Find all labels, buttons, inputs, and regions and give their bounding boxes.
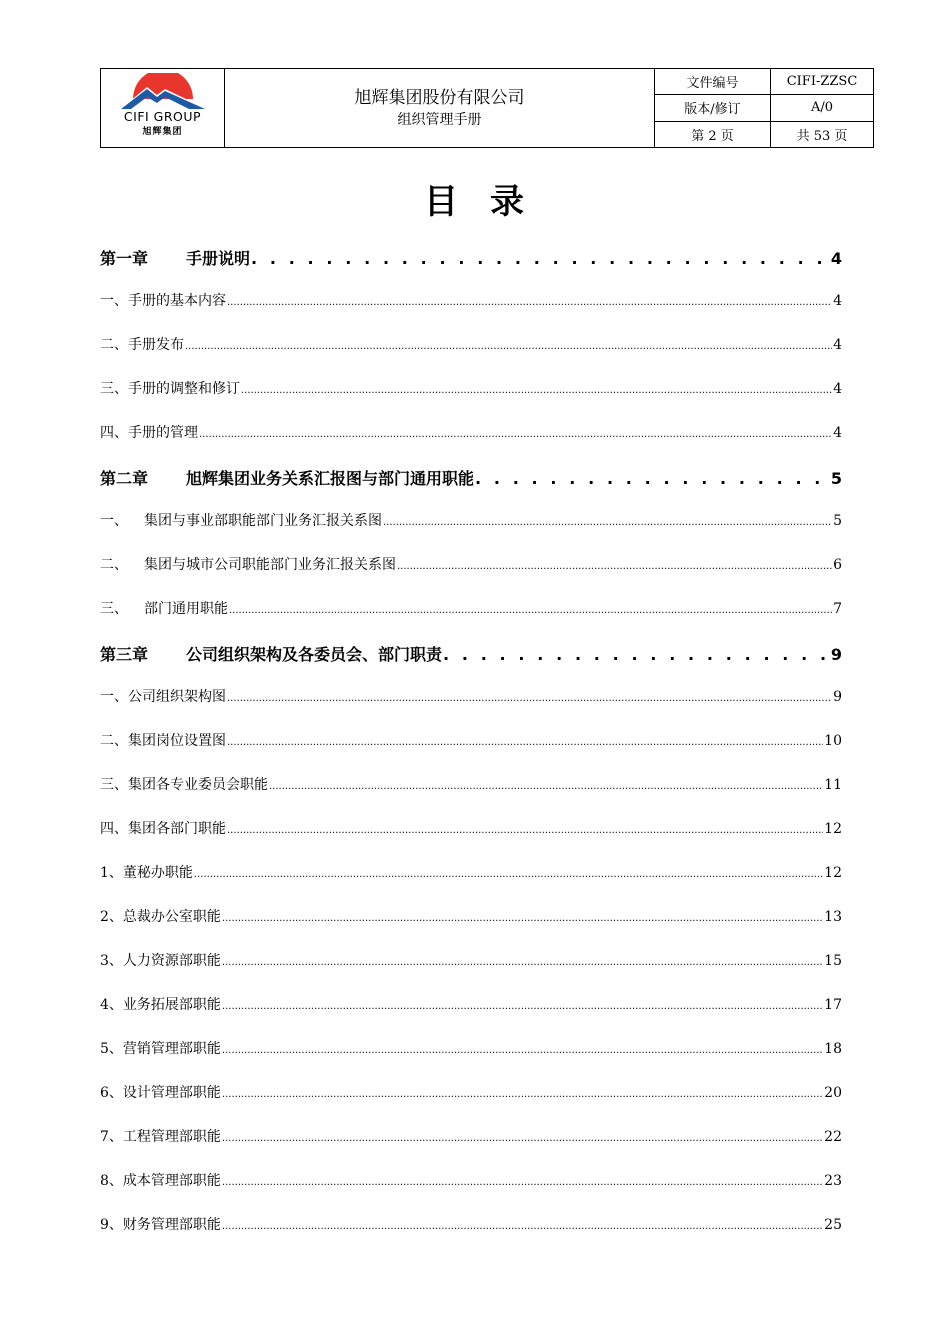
toc-entry-number: 二、	[100, 337, 128, 353]
toc-leader-dots	[222, 1089, 823, 1100]
toc-page-number: 20	[824, 1085, 842, 1101]
toc-leader-dots	[241, 385, 832, 396]
toc-leader-dots	[383, 517, 832, 528]
toc-entry-label	[100, 862, 193, 882]
toc-section-entry[interactable]	[100, 1082, 842, 1102]
toc-section-entry[interactable]	[100, 994, 842, 1014]
toc-entry-title: 集团各部门职能	[128, 821, 226, 837]
toc-page-number: 6	[833, 557, 842, 573]
toc-entry-number: 四、	[100, 425, 128, 441]
toc-entry-title: 人力资源部职能	[122, 953, 221, 969]
toc-section-entry[interactable]	[100, 862, 842, 882]
toc-leader-dots	[222, 1221, 823, 1232]
toc-section-entry[interactable]	[100, 1214, 842, 1234]
toc-leader-dots	[222, 957, 823, 968]
toc-chapter-entry[interactable]	[100, 642, 842, 665]
title-char: 录	[490, 182, 526, 222]
toc-entry-label	[100, 466, 474, 489]
toc-leader-dots	[397, 561, 832, 572]
toc-entry-label	[100, 1126, 221, 1146]
toc-leader-dots	[229, 605, 832, 616]
toc-page-number: 22	[824, 1129, 842, 1145]
toc-leader-dots	[194, 869, 823, 880]
toc-section-entry[interactable]	[100, 906, 842, 926]
toc-section-entry[interactable]	[100, 334, 842, 354]
toc-page-number: 13	[824, 909, 842, 925]
toc-page-number: 12	[824, 865, 842, 881]
toc-entry-number: 7、	[100, 1129, 123, 1145]
toc-entry-title: 旭辉集团业务关系汇报图与部门通用职能	[186, 469, 475, 488]
toc-leader-dots	[227, 693, 832, 704]
toc-leader-dots	[222, 913, 823, 924]
toc-entry-title: 手册的调整和修订	[128, 381, 240, 397]
toc-entry-title: 手册发布	[128, 337, 184, 353]
toc-page-number: 10	[824, 733, 842, 749]
toc-entry-label	[100, 1082, 221, 1102]
toc-leader-dots	[227, 737, 823, 748]
toc-leader-dots	[227, 297, 832, 308]
toc-entry-label	[100, 1170, 221, 1190]
toc-page-number: 12	[824, 821, 842, 837]
toc-entry-number: 5、	[100, 1041, 123, 1057]
toc-entry-label	[100, 334, 184, 354]
toc-entry-title: 手册说明	[186, 249, 251, 268]
toc-entry-title: 集团各专业委员会职能	[128, 777, 268, 793]
toc-page-number: 4	[833, 381, 842, 397]
doc-number-label: 文件编号	[655, 69, 771, 94]
toc-entry-label	[100, 246, 250, 269]
toc-leader-dots	[222, 1045, 823, 1056]
toc-page-number: 25	[824, 1217, 842, 1233]
toc-entry-number: 4、	[100, 997, 123, 1013]
toc-entry-title: 公司组织架构及各委员会、部门职责	[186, 645, 443, 664]
toc-page-number: 4	[833, 425, 842, 441]
toc-page-number: 9	[833, 689, 842, 705]
toc-entry-label	[100, 994, 221, 1014]
toc-entry-title: 设计管理部职能	[122, 1085, 221, 1101]
toc-entry-label	[100, 422, 198, 442]
toc-entry-number: 一、	[100, 293, 128, 309]
toc-entry-label	[100, 378, 240, 398]
toc-entry-number: 第二章	[100, 469, 149, 488]
toc-entry-label	[100, 1038, 221, 1058]
toc-entry-label	[100, 554, 396, 574]
toc-entry-number: 三、	[100, 777, 128, 793]
toc-entry-title: 工程管理部职能	[122, 1129, 221, 1145]
toc-entry-title: 营销管理部职能	[122, 1041, 221, 1057]
toc-entry-number: 一、	[100, 513, 128, 529]
toc-section-entry[interactable]	[100, 598, 842, 618]
toc-entry-number: 2、	[100, 909, 123, 925]
toc-section-entry[interactable]	[100, 686, 842, 706]
toc-page-number: 15	[824, 953, 842, 969]
toc-entry-number: 一、	[100, 689, 128, 705]
version-label: 版本/修订	[655, 95, 771, 120]
toc-entry-title: 手册的基本内容	[128, 293, 226, 309]
toc-entry-number: 1、	[100, 865, 123, 881]
toc-entry-title: 公司组织架构图	[128, 689, 226, 705]
toc-leader-dots	[222, 1001, 823, 1012]
toc-entry-label	[100, 598, 228, 618]
toc-entry-number: 四、	[100, 821, 128, 837]
toc-entry-number: 二、	[100, 733, 128, 749]
toc-leader-dots	[475, 469, 830, 488]
toc-entry-number: 第一章	[100, 249, 149, 268]
toc-page-number: 11	[824, 777, 842, 793]
toc-entry-title: 成本管理部职能	[122, 1173, 221, 1189]
toc-entry-title: 集团岗位设置图	[128, 733, 226, 749]
toc-section-entry[interactable]	[100, 730, 842, 750]
toc-entry-label	[100, 906, 221, 926]
toc-page-number: 9	[830, 645, 842, 664]
toc-entry-title: 财务管理部职能	[122, 1217, 221, 1233]
logo-chinese-text: 旭辉集团	[142, 127, 183, 137]
toc-entry-number: 三、	[100, 601, 128, 617]
toc-entry-title: 董秘办职能	[122, 865, 193, 881]
toc-section-entry[interactable]	[100, 1170, 842, 1190]
toc-entry-label	[100, 1214, 221, 1234]
toc-section-entry[interactable]	[100, 422, 842, 442]
toc-entry-number: 二、	[100, 557, 128, 573]
title-char: 目	[424, 182, 460, 222]
toc-page-number: 4	[830, 249, 842, 268]
toc-entry-label	[100, 950, 221, 970]
toc-page-number: 17	[824, 997, 842, 1013]
toc-entry-label	[100, 642, 442, 665]
toc-page-number: 4	[833, 293, 842, 309]
logo-english-text: CIFI GROUP	[123, 109, 202, 124]
toc-page-number: 5	[833, 513, 842, 529]
toc-leader-dots	[222, 1133, 823, 1144]
manual-name: 组织管理手册	[397, 111, 482, 128]
toc-leader-dots	[227, 825, 823, 836]
toc-entry-label	[100, 730, 226, 750]
toc-entry-title: 总裁办公室职能	[122, 909, 221, 925]
toc-section-entry[interactable]	[100, 510, 842, 530]
toc-leader-dots	[251, 249, 830, 268]
toc-leader-dots	[443, 645, 830, 664]
toc-leader-dots	[222, 1177, 823, 1188]
toc-entry-title: 集团与城市公司职能部门业务汇报关系图	[144, 557, 396, 573]
toc-entry-title: 集团与事业部职能部门业务汇报关系图	[144, 513, 382, 529]
version-value: A/0	[810, 100, 834, 116]
doc-number-value: CIFI-ZZSC	[786, 74, 858, 90]
toc-section-entry[interactable]	[100, 378, 842, 398]
current-page: 第 2 页	[655, 122, 771, 147]
total-pages: 共 53 页	[796, 128, 848, 144]
toc-entry-label	[100, 774, 268, 794]
toc-entry-label	[100, 510, 382, 530]
toc-entry-number: 第三章	[100, 645, 149, 664]
toc-entry-label	[100, 818, 226, 838]
toc-entry-number: 9、	[100, 1217, 123, 1233]
toc-entry-title: 部门通用职能	[144, 601, 228, 617]
toc-page-number: 7	[833, 601, 842, 617]
toc-entry-title: 业务拓展部职能	[122, 997, 221, 1013]
toc-page-number: 4	[833, 337, 842, 353]
toc-chapter-entry[interactable]	[100, 466, 842, 489]
toc-leader-dots	[199, 429, 832, 440]
toc-section-entry[interactable]	[100, 1038, 842, 1058]
toc-entry-number: 三、	[100, 381, 128, 397]
toc-section-entry[interactable]	[100, 1126, 842, 1146]
toc-section-entry[interactable]	[100, 290, 842, 310]
toc-entry-label	[100, 290, 226, 310]
company-name: 旭辉集团股份有限公司	[354, 87, 525, 108]
toc-entry-label	[100, 686, 226, 706]
toc-section-entry[interactable]	[100, 818, 842, 838]
toc-page-number: 23	[824, 1173, 842, 1189]
toc-page-number: 18	[824, 1041, 842, 1057]
toc-leader-dots	[269, 781, 823, 792]
toc-entry-number: 8、	[100, 1173, 123, 1189]
toc-section-entry[interactable]	[100, 774, 842, 794]
table-of-contents	[100, 0, 842, 1344]
toc-entry-number: 6、	[100, 1085, 123, 1101]
toc-entry-title: 手册的管理	[128, 425, 198, 441]
toc-chapter-entry[interactable]	[100, 246, 842, 269]
toc-entry-number: 3、	[100, 953, 123, 969]
toc-page-number: 5	[830, 469, 842, 488]
toc-section-entry[interactable]	[100, 554, 842, 574]
toc-leader-dots	[185, 341, 832, 352]
toc-section-entry[interactable]	[100, 950, 842, 970]
